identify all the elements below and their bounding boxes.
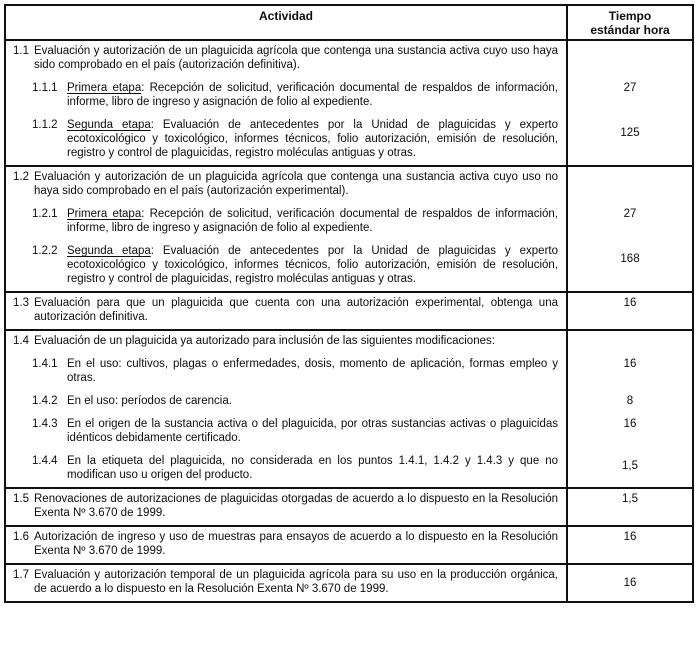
time-cell [568, 198, 692, 235]
table-row-1-1-2 [6, 109, 692, 165]
time-cell [568, 167, 692, 198]
activity-cell [6, 408, 568, 445]
time-cell [568, 235, 692, 291]
item-number: 1.4.3 [32, 418, 58, 430]
time-value: 16 [623, 358, 637, 370]
time-cell [568, 489, 692, 525]
item-number: 1.4.1 [32, 358, 58, 370]
time-cell [568, 445, 692, 487]
time-value: 16 [623, 576, 637, 589]
activity-cell [6, 72, 568, 109]
item-number: 1.5 [13, 493, 29, 505]
table-row-1-3 [6, 293, 692, 329]
item-number: 1.4 [13, 335, 29, 347]
row-group-1-1 [6, 41, 692, 167]
time-value: 27 [623, 208, 637, 220]
time-cell [568, 527, 692, 563]
activity-cell [6, 385, 568, 408]
item-lead: Segunda etapa [67, 119, 151, 131]
item-text [34, 492, 558, 520]
time-cell [568, 109, 692, 165]
time-cell [568, 331, 692, 348]
item-text [34, 334, 558, 348]
table-row-1-4-4 [6, 445, 692, 487]
row-group-1-6 [6, 527, 692, 565]
item-text [67, 81, 558, 109]
item-text-rest: : Recepción de solicitud, verificación documental de respaldos de información, informe, libro de ingreso y asignación de folio al expediente. [67, 82, 558, 108]
item-number: 1.3 [13, 297, 29, 309]
table-row-1-6 [6, 527, 692, 563]
time-cell [568, 348, 692, 385]
item-text-rest: : Recepción de solicitud, verificación documental de respaldos de información, informe, libro de ingreso y asignación de folio al expediente. [67, 208, 558, 234]
item-text [34, 170, 558, 198]
table-row-1-4-2 [6, 385, 692, 408]
time-column-header [568, 6, 692, 39]
table-row-1-1 [6, 41, 692, 72]
item-text [34, 530, 558, 558]
item-number: 1.1.2 [32, 119, 58, 131]
item-text-rest: En la etiqueta del plaguicida, no considerada en los puntos 1.4.1, 1.4.2 y 1.4.3 y que no modifican uso u origen del producto. [67, 455, 558, 481]
table-row-1-2-1 [6, 198, 692, 235]
row-group-1-2 [6, 167, 692, 293]
item-text [67, 417, 558, 445]
item-number: 1.2 [13, 171, 29, 183]
item-text [67, 454, 558, 482]
item-lead: Primera etapa [67, 82, 142, 94]
time-value: 168 [620, 253, 640, 265]
item-text-rest: Evaluación de un plaguicida ya autorizado para inclusión de las siguientes modificaciones: [34, 335, 495, 347]
item-text-rest: : Evaluación de antecedentes por la Unidad de plaguicidas y experto ecotoxicológico y toxicológico, informes técnicos, folio autorización, emisión de resolución, registro y control de plaguicidas, registro moléculas antiguas y otras. [67, 245, 558, 285]
item-number: 1.2.2 [32, 245, 58, 257]
time-cell [568, 565, 692, 601]
item-number: 1.2.1 [32, 208, 58, 220]
time-value: 27 [623, 82, 637, 94]
activity-cell [6, 293, 568, 329]
row-group-1-7 [6, 565, 692, 601]
activity-cell [6, 445, 568, 487]
activity-cell [6, 348, 568, 385]
activity-cell [6, 235, 568, 291]
item-text [34, 296, 558, 324]
activity-time-table [4, 4, 694, 603]
item-text-rest: : Evaluación de antecedentes por la Unidad de plaguicidas y experto ecotoxicológico y toxicológico, informes técnicos, folio autorización, emisión de resolución, registro y control de plaguicidas, registro moléculas antiguas y otras. [67, 119, 558, 159]
time-value: 16 [623, 531, 637, 543]
activity-cell [6, 198, 568, 235]
item-number: 1.6 [13, 531, 29, 543]
row-group-1-3 [6, 293, 692, 331]
time-value: 1,5 [622, 459, 638, 472]
item-number: 1.1.1 [32, 82, 58, 94]
item-number: 1.7 [13, 569, 29, 581]
item-text-rest: Evaluación y autorización de un plaguicida agrícola que contenga una sustancia activa cuyo uso no haya sido comprobado en el país (autorización experimental). [34, 171, 558, 197]
activity-cell [6, 565, 568, 601]
row-group-1-4 [6, 331, 692, 489]
time-cell [568, 408, 692, 445]
item-text-rest: En el origen de la sustancia activa o del plaguicida, por otras sustancias activas o plaguicidas idénticos debidamente certificado. [67, 418, 558, 444]
item-number: 1.4.4 [32, 455, 58, 467]
item-text-rest: En el uso: cultivos, plagas o enfermedades, dosis, momento de aplicación, formas empleo y otras. [67, 358, 558, 384]
item-text [34, 44, 558, 72]
activity-cell [6, 331, 568, 348]
activity-cell [6, 527, 568, 563]
item-text-rest: Evaluación para que un plaguicida que cuenta con una autorización experimental, obtenga una autorización definitiva. [34, 297, 558, 323]
time-value: 125 [620, 127, 640, 139]
time-header-line2: estándar hora [590, 23, 670, 37]
item-lead: Primera etapa [67, 208, 142, 220]
item-text [67, 394, 558, 408]
table-row-1-7 [6, 565, 692, 601]
table-row-1-1-1 [6, 72, 692, 109]
time-value: 1,5 [622, 493, 638, 505]
time-cell [568, 293, 692, 329]
table-row-1-4 [6, 331, 692, 348]
time-value: 16 [623, 297, 637, 309]
table-row-1-5 [6, 489, 692, 525]
time-value: 16 [623, 418, 637, 430]
item-text-rest: Evaluación y autorización de un plaguicida agrícola que contenga una sustancia activa cuyo uso haya sido comprobado en el país (autorización definitiva). [34, 45, 558, 71]
activity-cell [6, 41, 568, 72]
activity-cell [6, 489, 568, 525]
activity-cell [6, 109, 568, 165]
item-text [34, 568, 558, 596]
activity-cell [6, 167, 568, 198]
item-text-rest: En el uso: períodos de carencia. [67, 395, 232, 407]
activity-column-header: Actividad [6, 6, 568, 39]
time-header-line1: Tiempo [608, 9, 652, 23]
item-text-rest: Evaluación y autorización temporal de un plaguicida agrícola para su uso en la producción orgánica, de acuerdo a lo dispuesto en la Resolución Exenta Nº 3.670 de 1999. [34, 569, 558, 595]
item-text-rest: Autorización de ingreso y uso de muestras para ensayos de acuerdo a lo dispuesto en la Resolución Exenta Nº 3.670 de 1999. [34, 531, 558, 557]
table-row-1-4-1 [6, 348, 692, 385]
item-number: 1.1 [13, 45, 29, 57]
table-row-1-2-2 [6, 235, 692, 291]
time-cell [568, 385, 692, 408]
item-text [67, 357, 558, 385]
item-text [67, 207, 558, 235]
time-value: 8 [626, 395, 634, 407]
item-text [67, 118, 558, 160]
item-text-rest: Renovaciones de autorizaciones de plaguicidas otorgadas de acuerdo a lo dispuesto en la Resolución Exenta Nº 3.670 de 1999. [34, 493, 558, 519]
time-cell [568, 72, 692, 109]
item-lead: Segunda etapa [67, 245, 151, 257]
table-row-1-4-3 [6, 408, 692, 445]
table-header-row [6, 6, 692, 41]
item-text [67, 244, 558, 286]
row-group-1-5 [6, 489, 692, 527]
time-cell [568, 41, 692, 72]
table-row-1-2 [6, 167, 692, 198]
item-number: 1.4.2 [32, 395, 58, 407]
